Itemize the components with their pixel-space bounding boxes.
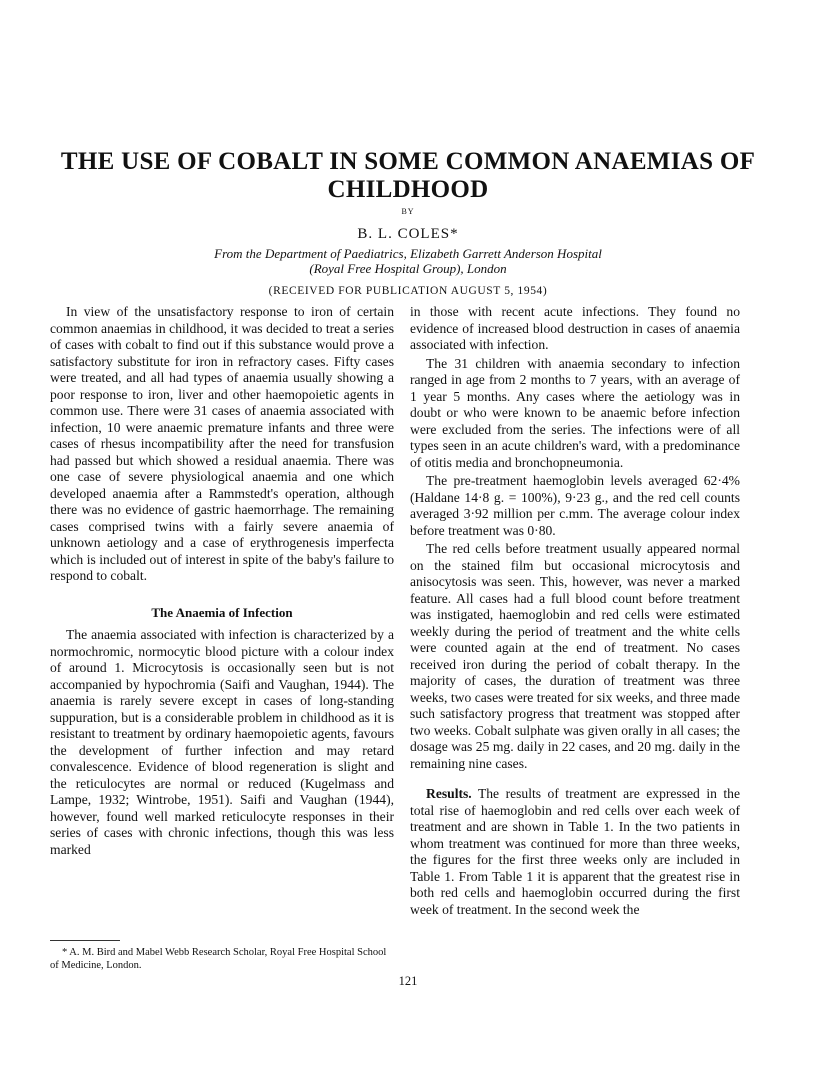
paragraph-patients: The 31 children with anaemia secondary to infection ranged in age from 2 months to 7 years, with an average of 1 year 5 months. Any cases where the aetiology was in doubt or who were known to be anaemic before infection were excluded from the series. The infections were of all types seen in an acute children's ward, with a predominance of otitis media and bronchopneumonia. (410, 355, 740, 470)
footnote-rule (50, 940, 120, 941)
byline: BY (401, 207, 415, 216)
results-heading: Results. (426, 786, 472, 801)
affiliation-line: From the Department of Paediatrics, Elizabeth Garrett Anderson Hospital (214, 246, 602, 261)
page-number: 121 (398, 974, 418, 988)
article-title: THE USE OF COBALT IN SOME COMMON ANAEMIAS OF CHILDHOOD (60, 148, 756, 203)
paragraph-red-cells: The red cells before treatment usually appeared normal on the stained film but occasional microcytosis and anisocytosis was seen. This, however, was never a marked feature. All cases had a full blood count before treatment was instigated, haemoglobin and red cells were estimated weekly during the period of treatment and the white cells were counted again at the end of treatment. No cases received iron during the period of cobalt therapy. In the majority of cases, the duration of treatment was three weeks, two cases were treated for six weeks, and three made such satisfactory progress that treatment was stopped after two weeks. Cobalt sulphate was given orally in all cases; the dosage was 25 mg. daily in 22 cases, and 20 mg. daily in the remaining nine cases. (410, 541, 740, 771)
received-date: (RECEIVED FOR PUBLICATION AUGUST 5, 1954) (268, 285, 548, 297)
affiliation-line: (Royal Free Hospital Group), London (309, 261, 507, 276)
results-paragraph (410, 786, 740, 918)
intro-paragraph: In view of the unsatisfactory response to iron of certain common anaemias in childhood, it was decided to treat a series of cases with cobalt to find out if this substance would prove a satisfactory substitute for iron in refractory cases. Fifty cases were treated, and all had types of anaemia usually showing a poor response to iron, liver and other haemopoietic agents in common use. There were 31 cases of anaemia associated with infection, 10 were anaemic premature infants and three were cases of rhesus incompatibility after the need for transfusion had passed but which showed a residual anaemia. There was one case of severe physiological anaemia and one which developed anaemia after a Rammstedt's operation, although there was no evidence of gastric haemorrhage. The remaining cases comprised twins with a fairly severe anaemia of unknown aetiology and a case of erythrogenesis imperfecta which is included out of interest in spite of the baby's failure to respond to cobalt. (50, 304, 394, 583)
paragraph-pretreatment: The pre-treatment haemoglobin levels averaged 62·4% (Haldane 14·8 g. = 100%), 9·23 g., and the red cell counts averaged 3·92 million per c.mm. The average colour index before treatment was 0·80. (410, 473, 740, 538)
right-column (410, 304, 740, 918)
continued-paragraph: in those with recent acute infections. They found no evidence of increased blood destruction in cases of anaemia associated with infection. (410, 304, 740, 352)
author-name: B. L. COLES* (357, 226, 459, 242)
author-affiliation (40, 246, 776, 276)
section-heading: The Anaemia of Infection (151, 604, 293, 620)
results-text: The results of treatment are expressed in the total rise of haemoglobin and red cells over each week of treatment and are shown in Table 1. In the two patients in whom treatment was continued for more than three weeks, the figures for the first three weeks only are included in Table 1. From Table 1 it is apparent that the greatest rise in both red cells and haemoglobin occurred during the first week of treatment. In the second week the (410, 786, 740, 917)
section-paragraph: The anaemia associated with infection is characterized by a normochromic, normocytic blood picture with a colour index of around 1. Microcytosis is occasionally seen but is not accompanied by hypochromia (Saifi and Vaughan, 1944). The anaemia is rarely severe except in cases of long-standing suppuration, but is a considerable problem in childhood as it is resistant to treatment by ordinary haemopoietic agents, favours the development of further infection and may retard convalescence. Evidence of blood regeneration is slight and the reticulocytes are normal or reduced (Kugelmass and Lampe, 1932; Wintrobe, 1951). Saifi and Vaughan (1944), however, found well marked reticulocyte responses in their series of cases with chronic infections, though this was less marked (50, 627, 394, 857)
footnote: * A. M. Bird and Mabel Webb Research Scholar, Royal Free Hospital School of Medicine, London. (50, 947, 387, 971)
left-column (50, 304, 394, 858)
